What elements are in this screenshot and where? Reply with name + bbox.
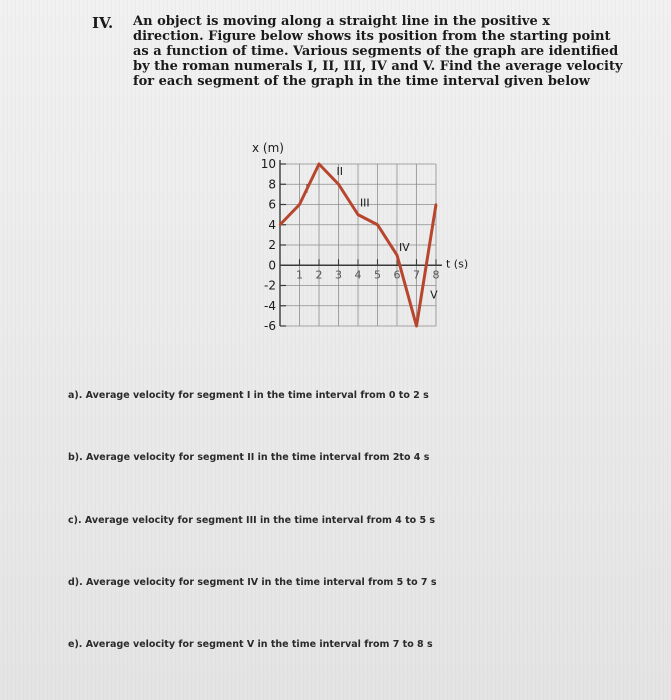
x-tick-label: 8 xyxy=(432,268,440,282)
chart-grid xyxy=(280,164,436,326)
data-point xyxy=(279,224,281,226)
question-intro: An object is moving along a straight line in the positive x direction. Figure below shows its position from the starting point as a function of time. Various segments of the graph are identified by the roman numerals I, II, III, IV and V. Find the average velocity for each segment of the graph in the time interval given below xyxy=(133,14,623,89)
x-tick-label: 6 xyxy=(393,268,401,282)
part-c: c). Average velocity for segment III in the time interval from 4 to 5 s xyxy=(68,515,436,526)
y-axis-title: x (m) xyxy=(252,141,284,155)
segment-label: II xyxy=(336,165,344,179)
position-time-chart xyxy=(248,136,478,340)
y-tick-label: 4 xyxy=(268,217,276,232)
part-a: a). Average velocity for segment I in the time interval from 0 to 2 s xyxy=(68,390,429,401)
part-b: b). Average velocity for segment II in the time interval from 2to 4 s xyxy=(68,452,430,463)
x-tick-label: 4 xyxy=(354,268,362,282)
data-point xyxy=(415,325,417,327)
data-point xyxy=(376,224,378,226)
data-point xyxy=(357,213,359,215)
segment-label: I xyxy=(305,182,309,196)
data-point xyxy=(435,203,437,205)
y-tick-label: 8 xyxy=(268,177,276,192)
data-point xyxy=(318,163,320,165)
x-tick-label: 3 xyxy=(335,268,342,282)
chart-axes xyxy=(280,160,442,326)
x-tick-label: 1 xyxy=(296,268,303,282)
segment-label: IV xyxy=(398,241,410,255)
x-axis-title: t (s) xyxy=(446,257,469,271)
y-tick-label: -4 xyxy=(264,298,276,313)
y-tick-label: -6 xyxy=(264,319,276,333)
y-tick-label: -2 xyxy=(264,278,276,293)
x-tick-label: 7 xyxy=(413,268,420,282)
y-tick-label: 0 xyxy=(268,258,276,273)
data-point xyxy=(337,183,339,185)
y-tick-label: 6 xyxy=(268,197,276,212)
y-tick-label: 2 xyxy=(268,238,276,252)
part-e: e). Average velocity for segment V in the time interval from 7 to 8 s xyxy=(68,639,433,650)
data-point xyxy=(396,254,398,256)
x-tick-label: 2 xyxy=(315,268,323,282)
question-number: IV. xyxy=(92,14,114,32)
part-d: d). Average velocity for segment IV in the time interval from 5 to 7 s xyxy=(68,577,437,588)
segment-label: III xyxy=(359,196,370,210)
segment-label: V xyxy=(430,288,438,302)
x-tick-label: 5 xyxy=(374,268,381,282)
chart-svg xyxy=(248,136,478,336)
y-tick-label: 10 xyxy=(260,157,276,171)
data-point xyxy=(298,203,300,205)
